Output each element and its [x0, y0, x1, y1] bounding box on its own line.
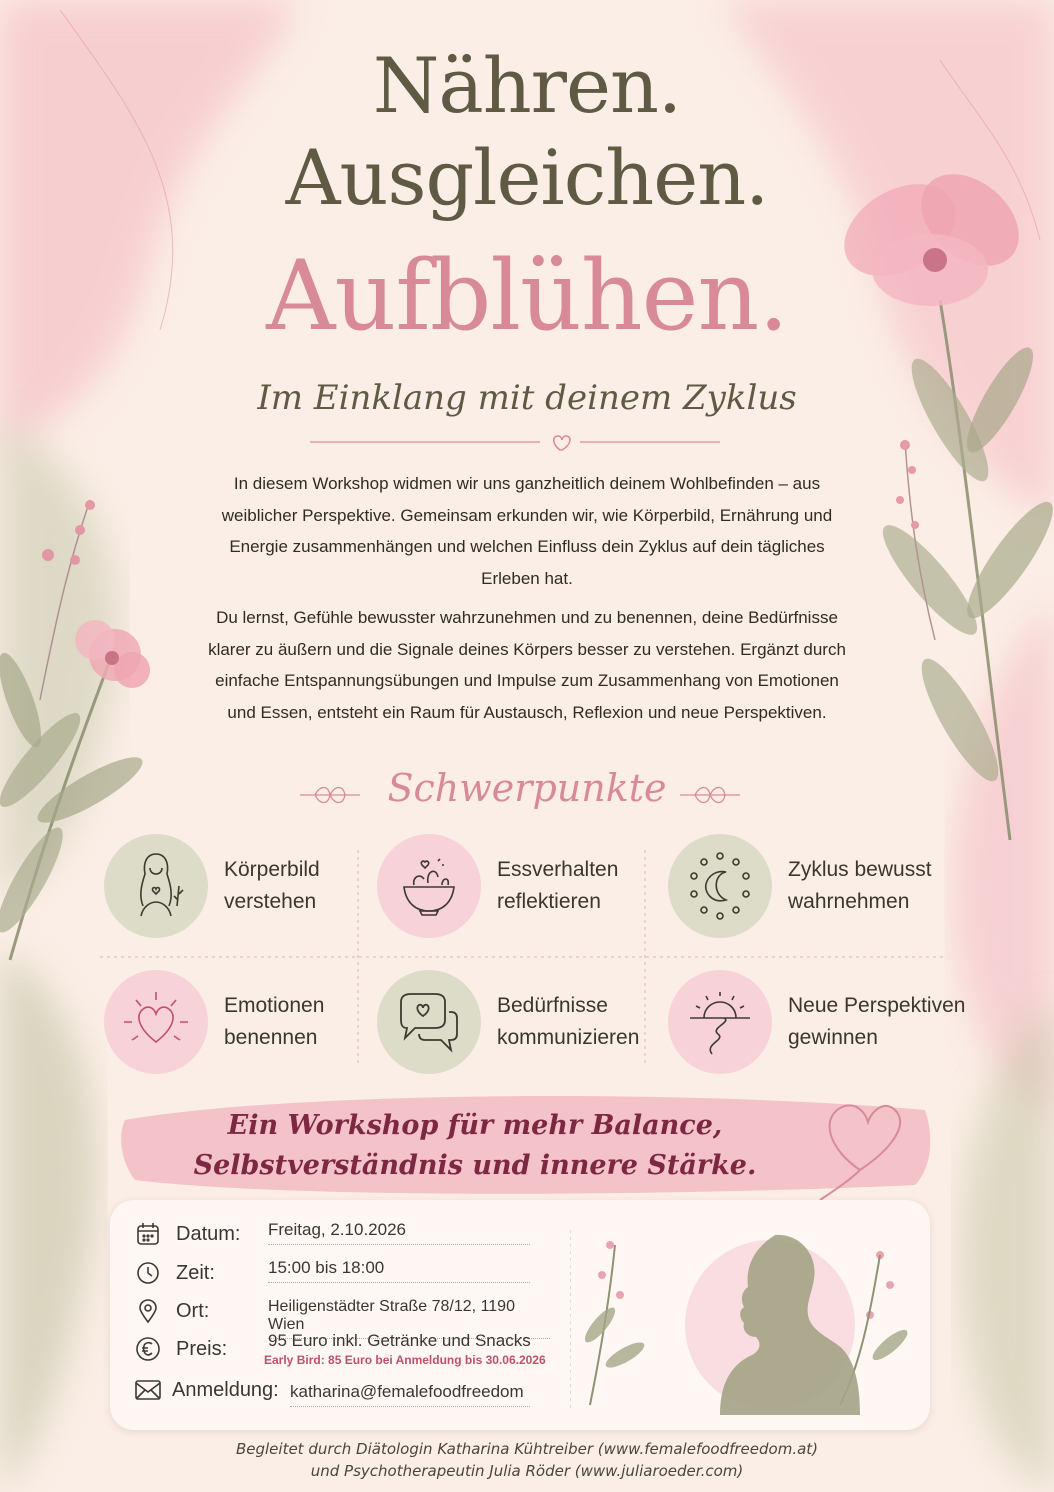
price-value: 95 Euro inkl. Getränke und Snacks: [268, 1331, 531, 1350]
feature-line-2: verstehen: [224, 890, 317, 913]
date-row: [132, 1218, 260, 1250]
banner-line-1: Ein Workshop für mehr Balance,: [227, 1110, 723, 1141]
time-label: Zeit:: [176, 1261, 215, 1284]
euro-icon: [132, 1333, 164, 1365]
title-line-3: Aufblühen.: [266, 240, 788, 352]
footer-credits: [0, 1438, 1054, 1482]
sunrise-path-icon: [668, 970, 772, 1074]
moon-cycle-icon: [668, 834, 772, 938]
time-value: 15:00 bis 18:00: [268, 1258, 530, 1283]
date-label: Datum:: [176, 1222, 241, 1245]
mail-icon: [132, 1374, 164, 1406]
signup-label: Anmeldung:: [172, 1378, 279, 1401]
early-bird-note: Early Bird: 85 Euro bei Anmeldung bis 30.06.2026: [264, 1353, 546, 1367]
intro-text: [200, 468, 854, 736]
feature-line-1: Essverhalten: [497, 858, 619, 881]
banner-line-2: Selbstverständnis und innere Stärke.: [193, 1150, 757, 1181]
footer-line-1: Begleitet durch Diätologin Katharina Kühtreiber (www.femalefoodfreedom.at): [235, 1440, 819, 1458]
title-line-1: Nähren.: [372, 41, 682, 130]
feature-line-2: gewinnen: [788, 1026, 878, 1049]
speech-bubbles-icon: [377, 970, 481, 1074]
feature-line-2: kommunizieren: [497, 1026, 640, 1049]
feature-zyklus: [668, 834, 968, 938]
woman-heart-icon: [104, 834, 208, 938]
time-row: [132, 1257, 260, 1289]
feature-line-2: wahrnehmen: [788, 890, 910, 913]
intro-paragraph-1: In diesem Workshop widmen wir uns ganzheitlich deinem Wohlbefinden – aus weiblicher Perspektive. Gemeinsam erkunden wir, wie Körperbild, Ernährung und Energie zusammenhängen und welchen Einfluss dein Zyklus auf dein tägliches Erleben hat.: [221, 474, 833, 588]
feature-line-2: reflektieren: [497, 890, 601, 913]
feature-essverhalten: [377, 834, 677, 938]
price-row: [132, 1333, 260, 1365]
feature-line-1: Neue Perspektiven: [788, 994, 966, 1017]
clock-icon: [132, 1257, 164, 1289]
feature-koerperbild: [104, 834, 404, 938]
intro-paragraph-2: Du lernst, Gefühle bewusster wahrzunehmen und zu benennen, deine Bedürfnisse klarer zu äußern und die Signale deines Körpers besser zu verstehen. Ergänzt durch einfache Entspannungsübungen und Impulse zum Zusammenhang von Emotionen und Essen, entsteht ein Raum für Austausch, Reflexion und neue Perspektiven.: [208, 608, 846, 722]
schwerpunkte-heading: Schwerpunkte: [387, 766, 667, 810]
feature-line-1: Emotionen: [224, 994, 325, 1017]
calendar-icon: [132, 1218, 164, 1250]
price-label: Preis:: [176, 1337, 228, 1360]
footer-line-2: und Psychotherapeutin Julia Röder (www.juliaroeder.com): [310, 1462, 744, 1480]
signup-email[interactable]: katharina@femalefoodfreedom: [290, 1382, 530, 1407]
woman-silhouette-illustration: [570, 1215, 920, 1425]
title-line-2: Ausgleichen.: [285, 133, 769, 222]
feature-line-1: Zyklus bewusst: [788, 858, 932, 881]
feature-emotionen: [104, 970, 404, 1074]
date-value: Freitag, 2.10.2026: [268, 1220, 530, 1245]
place-label: Ort:: [176, 1299, 210, 1322]
place-row: [132, 1295, 260, 1327]
feature-perspektiven: [668, 970, 988, 1074]
subtitle: Im Einklang mit deinem Zyklus: [257, 378, 797, 418]
banner-tagline: [150, 1106, 800, 1186]
feature-line-1: Körperbild: [224, 858, 320, 881]
bowl-icon: [377, 834, 481, 938]
signup-row: [132, 1374, 282, 1406]
feature-line-1: Bedürfnisse: [497, 994, 608, 1017]
heart-rays-icon: [104, 970, 208, 1074]
feature-line-2: benennen: [224, 1026, 318, 1049]
place-value: Heiligenstädter Straße 78/12, 1190 Wien: [268, 1298, 550, 1339]
feature-beduerfnisse: [377, 970, 677, 1074]
location-pin-icon: [132, 1295, 164, 1327]
